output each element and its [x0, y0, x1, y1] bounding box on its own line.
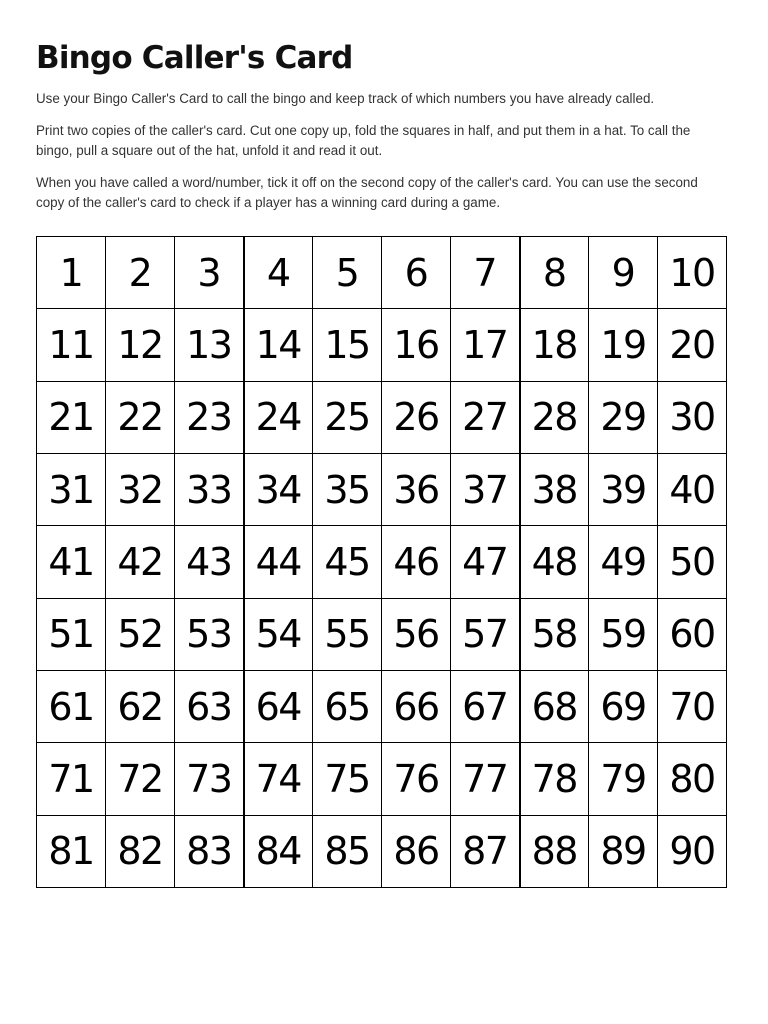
number-cell: 15: [313, 309, 382, 381]
number-cell: 65: [313, 670, 382, 742]
number-cell: 59: [589, 598, 658, 670]
number-cell: 87: [451, 815, 520, 887]
number-cell: 46: [382, 526, 451, 598]
number-cell: 54: [244, 598, 313, 670]
number-cell: 12: [106, 309, 175, 381]
number-cell: 50: [658, 526, 727, 598]
number-cell: 35: [313, 453, 382, 525]
grid-row: [37, 309, 727, 381]
number-cell: 63: [175, 670, 244, 742]
number-cell: 83: [175, 815, 244, 887]
number-cell: 70: [658, 670, 727, 742]
number-cell: 24: [244, 381, 313, 453]
number-cell: 41: [37, 526, 106, 598]
number-cell: 71: [37, 743, 106, 815]
number-cell: 19: [589, 309, 658, 381]
number-cell: 8: [520, 237, 589, 309]
number-cell: 85: [313, 815, 382, 887]
number-cell: 25: [313, 381, 382, 453]
number-cell: 42: [106, 526, 175, 598]
grid-row: [37, 453, 727, 525]
number-cell: 10: [658, 237, 727, 309]
intro-paragraph-2: Print two copies of the caller's card. Cut one copy up, fold the squares in half, and put them in a hat. To call the bingo, pull a square out of the hat, unfold it and read it out.: [36, 123, 691, 158]
number-cell: 39: [589, 453, 658, 525]
number-cell: 22: [106, 381, 175, 453]
number-cell: 86: [382, 815, 451, 887]
number-cell: 40: [658, 453, 727, 525]
bingo-grid-body: [37, 237, 727, 888]
number-cell: 32: [106, 453, 175, 525]
number-cell: 48: [520, 526, 589, 598]
number-cell: 6: [382, 237, 451, 309]
number-cell: 29: [589, 381, 658, 453]
number-cell: 81: [37, 815, 106, 887]
number-cell: 21: [37, 381, 106, 453]
number-cell: 51: [37, 598, 106, 670]
page-title: Bingo Caller's Card: [36, 40, 353, 76]
number-cell: 18: [520, 309, 589, 381]
number-cell: 20: [658, 309, 727, 381]
number-cell: 28: [520, 381, 589, 453]
grid-row: [37, 381, 727, 453]
number-cell: 75: [313, 743, 382, 815]
number-cell: 4: [244, 237, 313, 309]
intro-paragraph-3: When you have called a word/number, tick it off on the second copy of the caller's card. You can use the second copy of the caller's card to check if a player has a winning card during a game.: [36, 175, 698, 210]
number-cell: 14: [244, 309, 313, 381]
number-cell: 31: [37, 453, 106, 525]
grid-row: [37, 237, 727, 309]
number-cell: 52: [106, 598, 175, 670]
number-cell: 69: [589, 670, 658, 742]
intro-paragraph-1: Use your Bingo Caller's Card to call the bingo and keep track of which numbers you have already called.: [36, 91, 655, 106]
number-cell: 84: [244, 815, 313, 887]
number-cell: 74: [244, 743, 313, 815]
number-cell: 47: [451, 526, 520, 598]
number-cell: 7: [451, 237, 520, 309]
number-cell: 49: [589, 526, 658, 598]
bingo-number-grid: [36, 236, 727, 888]
grid-row: [37, 815, 727, 887]
number-cell: 2: [106, 237, 175, 309]
number-cell: 1: [37, 237, 106, 309]
number-cell: 30: [658, 381, 727, 453]
grid-row: [37, 598, 727, 670]
number-cell: 61: [37, 670, 106, 742]
grid-row: [37, 670, 727, 742]
number-cell: 9: [589, 237, 658, 309]
number-cell: 23: [175, 381, 244, 453]
number-cell: 38: [520, 453, 589, 525]
number-cell: 34: [244, 453, 313, 525]
number-cell: 45: [313, 526, 382, 598]
number-cell: 57: [451, 598, 520, 670]
grid-row: [37, 743, 727, 815]
number-cell: 90: [658, 815, 727, 887]
number-cell: 76: [382, 743, 451, 815]
number-cell: 53: [175, 598, 244, 670]
number-cell: 36: [382, 453, 451, 525]
number-cell: 79: [589, 743, 658, 815]
grid-row: [37, 526, 727, 598]
number-cell: 33: [175, 453, 244, 525]
number-cell: 78: [520, 743, 589, 815]
number-cell: 82: [106, 815, 175, 887]
number-cell: 72: [106, 743, 175, 815]
number-cell: 11: [37, 309, 106, 381]
number-cell: 60: [658, 598, 727, 670]
number-cell: 62: [106, 670, 175, 742]
number-cell: 5: [313, 237, 382, 309]
number-cell: 16: [382, 309, 451, 381]
number-cell: 13: [175, 309, 244, 381]
number-cell: 58: [520, 598, 589, 670]
number-cell: 17: [451, 309, 520, 381]
number-cell: 43: [175, 526, 244, 598]
number-cell: 37: [451, 453, 520, 525]
number-cell: 73: [175, 743, 244, 815]
number-cell: 27: [451, 381, 520, 453]
number-cell: 77: [451, 743, 520, 815]
number-cell: 66: [382, 670, 451, 742]
number-cell: 26: [382, 381, 451, 453]
number-cell: 67: [451, 670, 520, 742]
number-cell: 3: [175, 237, 244, 309]
number-cell: 88: [520, 815, 589, 887]
number-cell: 56: [382, 598, 451, 670]
number-cell: 55: [313, 598, 382, 670]
number-cell: 44: [244, 526, 313, 598]
number-cell: 64: [244, 670, 313, 742]
number-cell: 80: [658, 743, 727, 815]
number-cell: 89: [589, 815, 658, 887]
number-cell: 68: [520, 670, 589, 742]
